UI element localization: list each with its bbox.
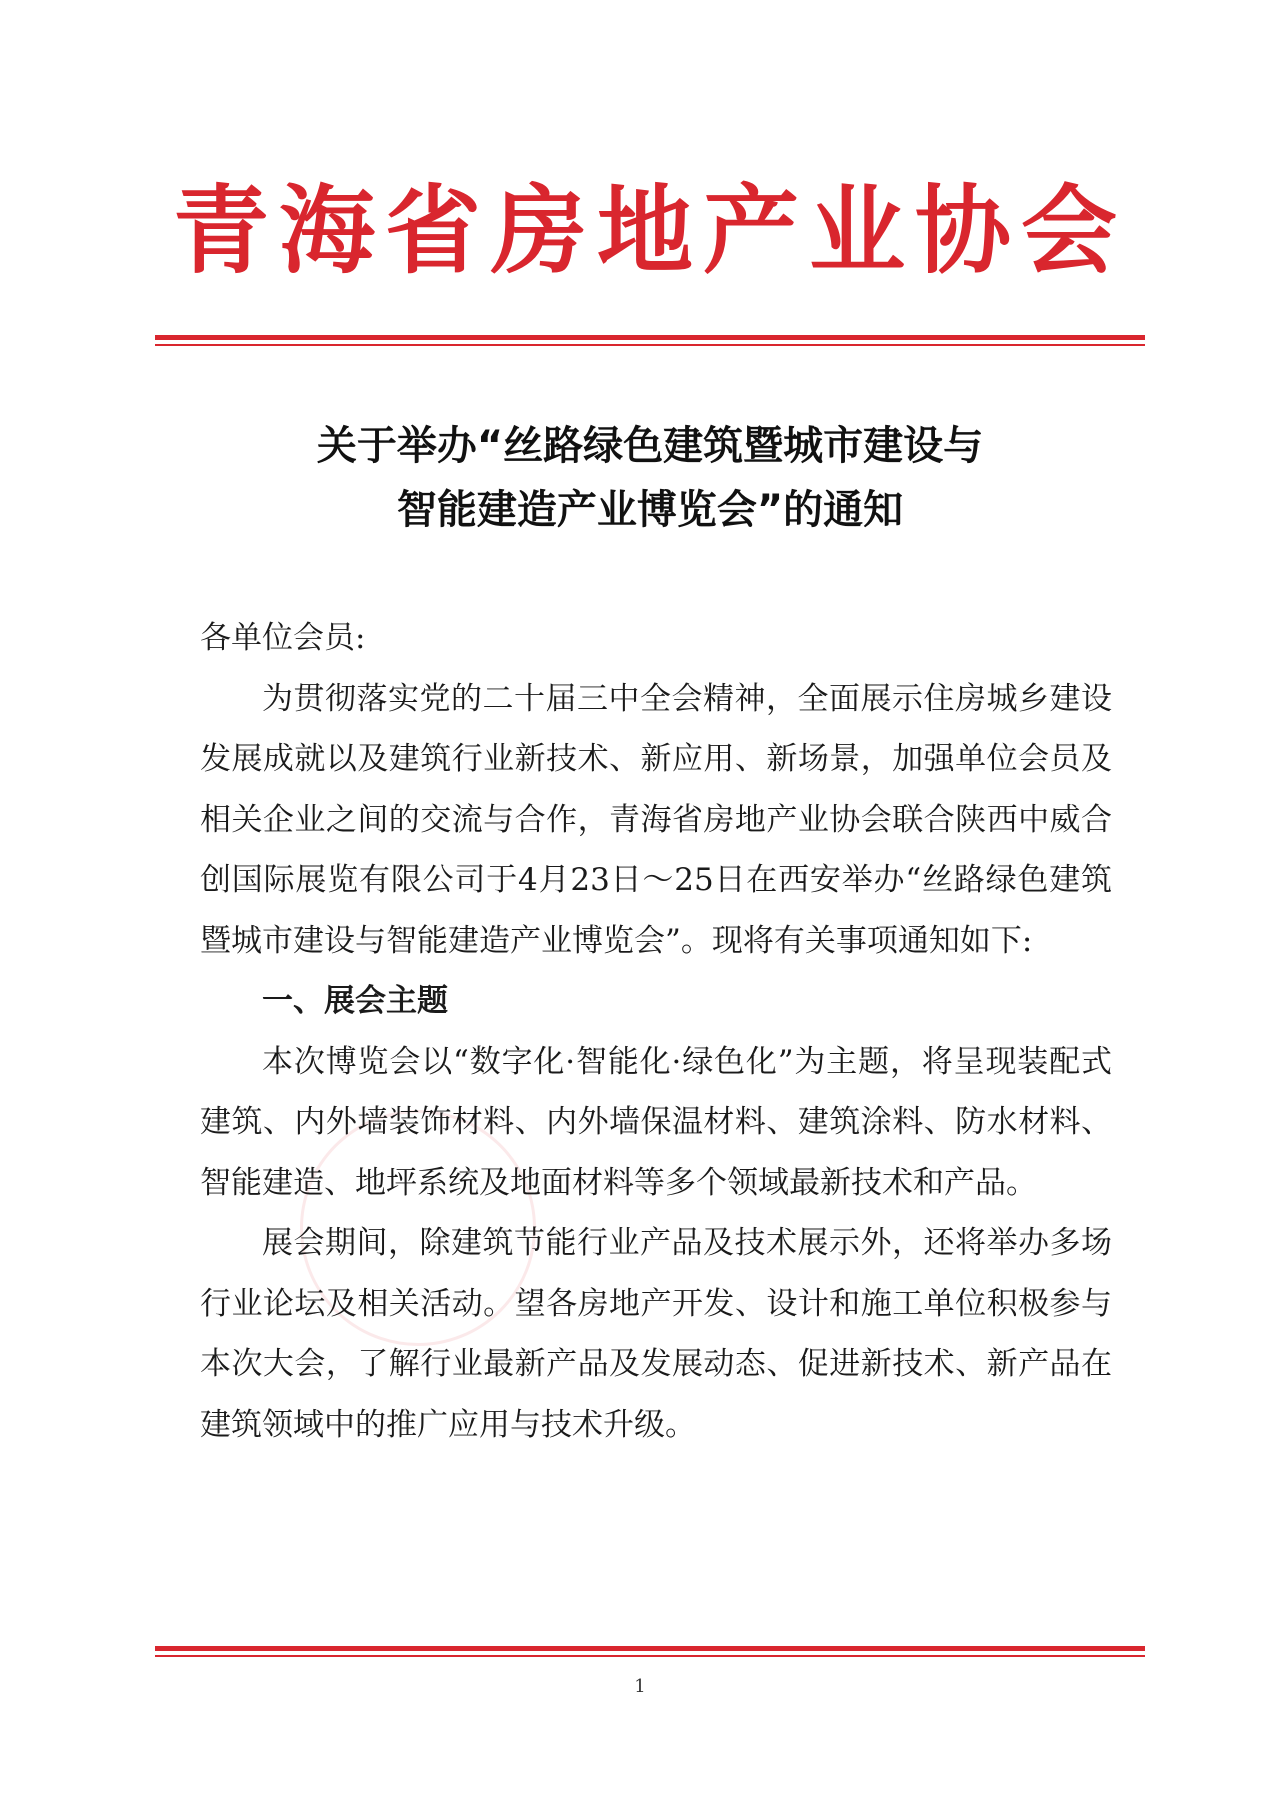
footer-rule-thick-line [155, 1646, 1145, 1651]
page-number: 1 [634, 1676, 646, 1697]
top-rule-thin-line [155, 344, 1145, 346]
letterhead-org-name: 青海省房地产业协会 [173, 174, 1127, 287]
theme-paragraph: 本次博览会以“数字化·智能化·绿色化”为主题，将呈现装配式建筑、内外墙装饰材料、内外墙保温材料、建筑涂料、防水材料、智能建造、地坪系统及地面材料等多个领域最新技术和产品。 [200, 1043, 1112, 1201]
document-title-line-2: 智能建造产业博览会”的通知 [396, 487, 904, 533]
letterhead-top-rule [155, 335, 1145, 346]
footer-rule [155, 1646, 1145, 1657]
intro-paragraph: 为贯彻落实党的二十届三中全会精神，全面展示住房城乡建设发展成就以及建筑行业新技术、新应用、新场景，加强单位会员及相关企业之间的交流与合作，青海省房地产业协会联合陕西中威合创国际展览有限公司于4月23日～25日在西安举办“丝路绿色建筑暨城市建设与智能建造产业博览会”。现将有关事项通知如下: [200, 680, 1112, 959]
salutation: 各单位会员: [200, 620, 366, 656]
top-rule-thick-line [155, 335, 1145, 340]
section-heading-theme: 一、展会主题 [262, 983, 448, 1019]
document-title-line-1: 关于举办“丝路绿色建筑暨城市建设与 [316, 423, 984, 469]
document-body [200, 608, 1112, 1455]
footer-rule-thin-line [155, 1655, 1145, 1657]
activities-paragraph: 展会期间，除建筑节能行业产品及技术展示外，还将举办多场行业论坛及相关活动。望各房地产开发、设计和施工单位积极参与本次大会，了解行业最新产品及发展动态、促进新技术、新产品在建筑领域中的推广应用与技术升级。 [200, 1225, 1112, 1443]
